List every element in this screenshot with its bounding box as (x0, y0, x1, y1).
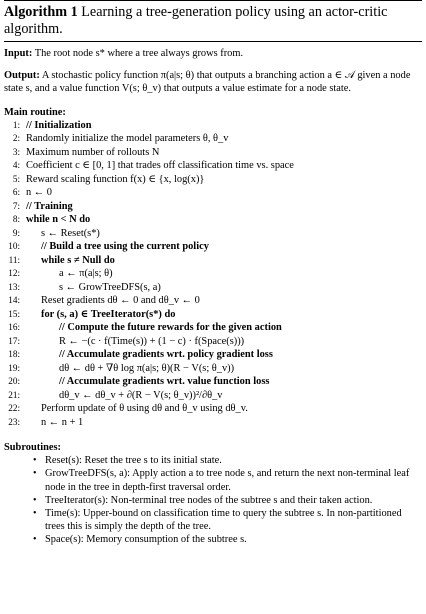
line-text: s ← Reset(s*) (41, 227, 100, 239)
line-text: Coefficient c ∈ [0, 1] that trades off classification time vs. space (26, 160, 294, 172)
line-number: 22: (8, 403, 20, 414)
input-section (4, 47, 422, 60)
algorithm-line (4, 186, 422, 200)
algorithm-line (4, 146, 422, 160)
algorithm-line (4, 173, 422, 187)
line-number: 21: (8, 389, 20, 400)
algorithm-line (4, 308, 422, 322)
algorithm-caption (4, 1, 422, 41)
subroutine-item (4, 454, 422, 467)
line-number: 15: (8, 308, 20, 319)
algorithm-line (4, 294, 422, 308)
algorithm-line (4, 200, 422, 214)
line-number: 2: (12, 133, 20, 144)
line-number: 3: (12, 146, 20, 157)
algorithm-line (4, 240, 422, 254)
line-text: Reward scaling function f(x) ∈ {x, log(x)} (26, 173, 205, 185)
subroutine-text: Space(s): Memory consumption of the subtree s. (45, 534, 247, 546)
output-section (4, 69, 422, 95)
algorithm-title: Learning a tree-generation policy using an actor-critic algorithm. (4, 4, 388, 37)
line-number: 17: (8, 335, 20, 346)
input-text: The root node s* where a tree always grows from. (34, 48, 244, 59)
algorithm-line (4, 348, 422, 362)
algorithm-label: Algorithm 1 (4, 4, 78, 20)
subroutine-text: Reset(s): Reset the tree s to its initial state. (45, 455, 222, 467)
line-number: 14: (8, 295, 20, 306)
line-number: 18: (8, 349, 20, 360)
subroutine-text: GrowTreeDFS(s, a): Apply action a to tree node s, and return the next non-terminal leaf node in the tree in depth-first traversal order. (45, 468, 410, 493)
line-number: 4: (12, 160, 20, 171)
line-text: a ← π(a|s; θ) (59, 268, 113, 280)
line-number: 6: (12, 187, 20, 198)
algorithm-line (4, 213, 422, 227)
line-number: 19: (8, 362, 20, 373)
line-number: 20: (8, 376, 20, 387)
line-number: 12: (8, 268, 20, 279)
line-number: 13: (8, 281, 20, 292)
algorithm-line (4, 335, 422, 349)
line-text: // Compute the future rewards for the given action (59, 322, 282, 334)
line-number: 1: (12, 119, 20, 130)
algorithm-line (4, 119, 422, 133)
line-number: 8: (12, 214, 20, 225)
subroutine-list (4, 454, 422, 546)
line-number: 10: (8, 241, 20, 252)
algorithm-line (4, 159, 422, 173)
main-routine-lines (4, 119, 422, 430)
line-number: 5: (12, 173, 20, 184)
bullet-icon: • (33, 455, 37, 467)
line-number: 23: (8, 416, 20, 427)
algorithm-line (4, 267, 422, 281)
algorithm-line (4, 281, 422, 295)
output-text: A stochastic policy function π(a|s; θ) that outputs a branching action a ∈ 𝒜 given a node state s, and a value function V(s; θ_v) that outputs a value estimate for a node state. (4, 70, 411, 95)
line-text: n ← 0 (26, 187, 52, 199)
line-text: s ← GrowTreeDFS(s, a) (59, 281, 161, 293)
algorithm-line (4, 227, 422, 241)
line-number: 7: (12, 200, 20, 211)
output-label: Output: (4, 70, 40, 82)
bullet-icon: • (33, 507, 37, 519)
line-text: // Accumulate gradients wrt. policy gradient loss (59, 349, 273, 361)
line-text: while s ≠ Null do (41, 254, 115, 266)
line-number: 11: (8, 254, 20, 265)
line-number: 16: (8, 322, 20, 333)
line-text: Reset gradients dθ ← 0 and dθ_v ← 0 (41, 295, 200, 307)
line-text: R ← −(c · f(Time(s)) + (1 − c) · f(Space(s))) (59, 335, 245, 347)
line-text: Perform update of θ using dθ and θ_v using dθ_v. (41, 403, 248, 415)
bullet-icon: • (33, 534, 37, 546)
main-routine-heading: Main routine: (4, 106, 66, 118)
line-number: 9: (12, 227, 20, 238)
input-label: Input: (4, 48, 33, 59)
line-text: // Initialization (26, 119, 92, 131)
line-text: n ← n + 1 (41, 416, 84, 428)
subroutines-heading: Subroutines: (4, 442, 61, 454)
subroutine-item (4, 467, 422, 493)
algorithm-line (4, 416, 422, 430)
bullet-icon: • (33, 494, 37, 506)
algorithm-line (4, 132, 422, 146)
line-text: while n < N do (26, 214, 91, 226)
algorithm-line (4, 321, 422, 335)
algorithm-line (4, 254, 422, 268)
subroutine-item (4, 494, 422, 507)
line-text: Randomly initialize the model parameters θ, θ_v (26, 133, 229, 145)
subroutine-text: Time(s): Upper-bound on classification time to query the subtree s. In non-partitioned trees this is simply the depth of the tree. (45, 507, 402, 533)
subroutine-item (4, 533, 422, 546)
line-text: // Build a tree using the current policy (41, 241, 209, 253)
algorithm-line (4, 389, 422, 403)
line-text: dθ ← dθ + ∇θ log π(a|s; θ)(R − V(s; θ_v)) (59, 362, 235, 374)
line-text: // Accumulate gradients wrt. value function loss (59, 376, 270, 388)
subroutine-item (4, 507, 422, 533)
subroutine-text: TreeIterator(s): Non-terminal tree nodes of the subtree s and their taken action. (45, 494, 373, 506)
algorithm-line (4, 375, 422, 389)
line-text: // Training (26, 200, 73, 212)
line-text: for (s, a) ∈ TreeIterator(s*) do (41, 308, 176, 320)
algorithm-line (4, 402, 422, 416)
line-text: dθ_v ← dθ_v + ∂(R − V(s; θ_v))²/∂θ_v (59, 389, 223, 401)
algorithm-block (4, 0, 422, 547)
line-text: Maximum number of rollouts N (26, 146, 160, 158)
algorithm-line (4, 362, 422, 376)
bullet-icon: • (33, 468, 37, 480)
